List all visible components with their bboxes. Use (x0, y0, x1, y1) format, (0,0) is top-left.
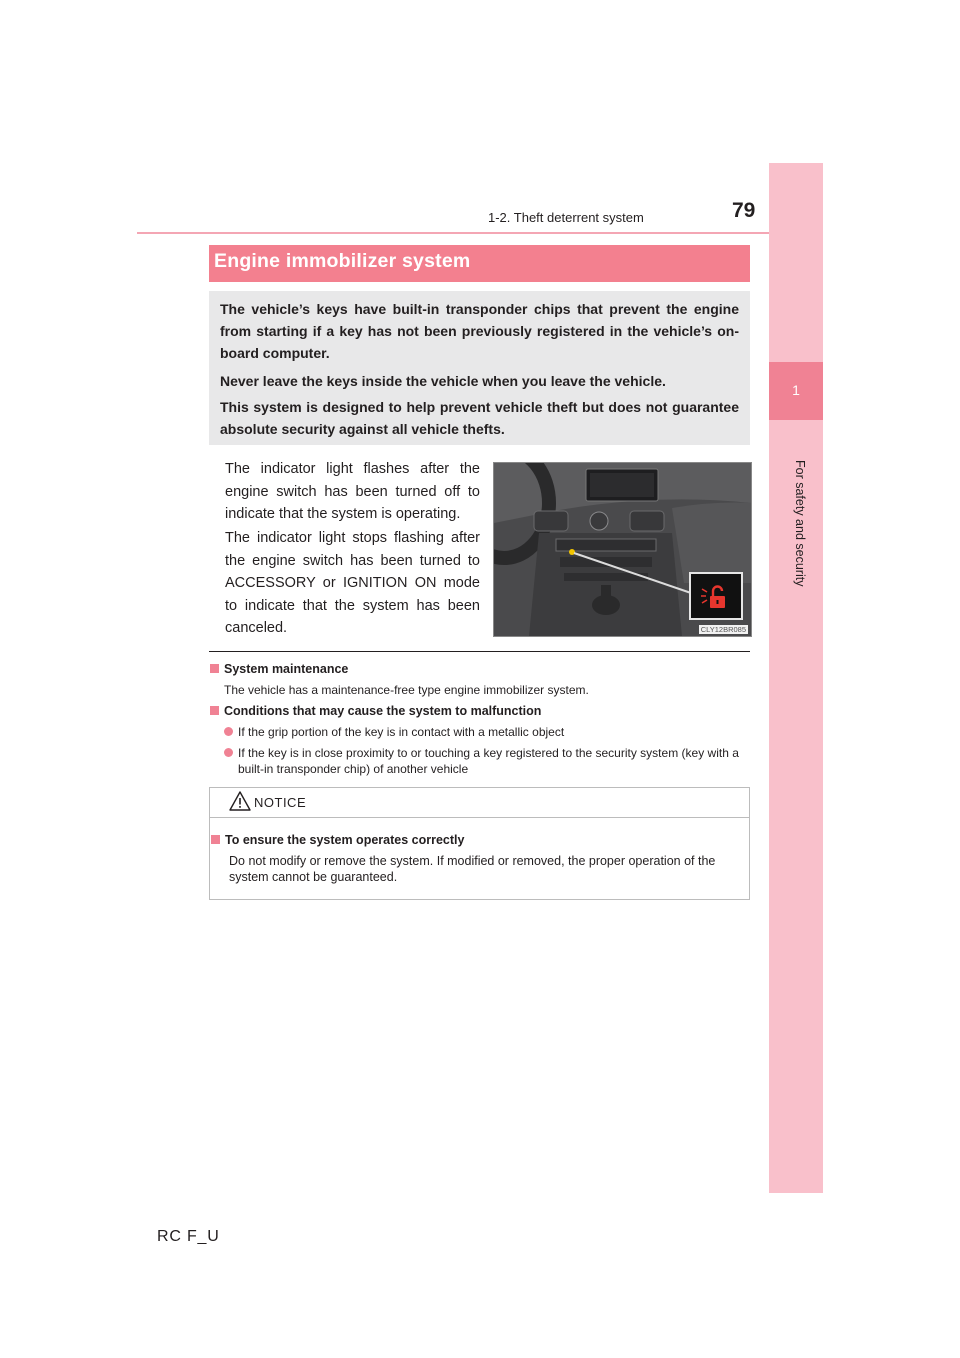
square-bullet-icon (211, 835, 220, 844)
body-paragraph-2: The indicator light stops flashing after the engine switch has been turned to ACCESSORY or IGNITION ON mode to indicate that the system has been canceled. (225, 530, 480, 636)
chapter-number-tab (769, 362, 823, 420)
note-heading-system-maintenance (210, 663, 348, 676)
note-heading-text: Conditions that may cause the system to malfunction (224, 704, 542, 718)
list-item (224, 745, 750, 777)
note-heading-malfunction (210, 705, 541, 718)
intro-box (209, 291, 750, 445)
bullet-text: If the grip portion of the key is in contact with a metallic object (238, 725, 565, 739)
square-bullet-icon (210, 664, 219, 673)
header-rule (137, 232, 823, 234)
warning-triangle-icon (229, 791, 251, 811)
intro-paragraph-3: This system is designed to help prevent vehicle theft but does not guarantee absolute security against all vehicle thefts. (220, 399, 739, 437)
notice-heading-text: To ensure the system operates correctly (225, 833, 465, 847)
round-bullet-icon (224, 727, 233, 736)
notice-box (209, 787, 750, 900)
page-number: 79 (732, 199, 756, 222)
chapter-label: For safety and security (793, 460, 807, 587)
figure-code: CLY12BR085 (700, 625, 746, 634)
chapter-side-tab (769, 163, 823, 1193)
list-item (224, 724, 750, 740)
section-reference: 1-2. Theft deterrent system (488, 210, 644, 225)
dashboard-figure (493, 462, 752, 637)
note-heading-text: System maintenance (224, 662, 349, 676)
footer-model-code: RC F_U (157, 1228, 220, 1245)
notice-label: NOTICE (254, 795, 307, 810)
chapter-number: 1 (792, 382, 800, 398)
separator-rule (209, 651, 750, 652)
notice-heading (211, 834, 464, 847)
section-title: Engine immobilizer system (214, 250, 471, 272)
square-bullet-icon (210, 706, 219, 715)
dashboard-illustration (494, 463, 751, 636)
intro-paragraph-2: Never leave the keys inside the vehicle when you leave the vehicle. (220, 373, 666, 389)
intro-paragraph-1: The vehicle’s keys have built-in transponder chips that prevent the engine from starting if a key has not been previously registered in the vehicle’s on-board computer. (220, 301, 739, 361)
body-paragraph-1: The indicator light flashes after the engine switch has been turned off to indicate that the system is operating. (225, 461, 480, 522)
note-text: The vehicle has a maintenance-free type engine immobilizer system. (224, 683, 589, 697)
notice-divider (210, 817, 749, 818)
round-bullet-icon (224, 748, 233, 757)
notice-text: Do not modify or remove the system. If modified or removed, the proper operation of the system cannot be guaranteed. (229, 854, 716, 884)
bullet-text: If the key is in close proximity to or touching a key registered to the security system (key with a built-in transponder chip) of another vehicle (238, 746, 739, 776)
